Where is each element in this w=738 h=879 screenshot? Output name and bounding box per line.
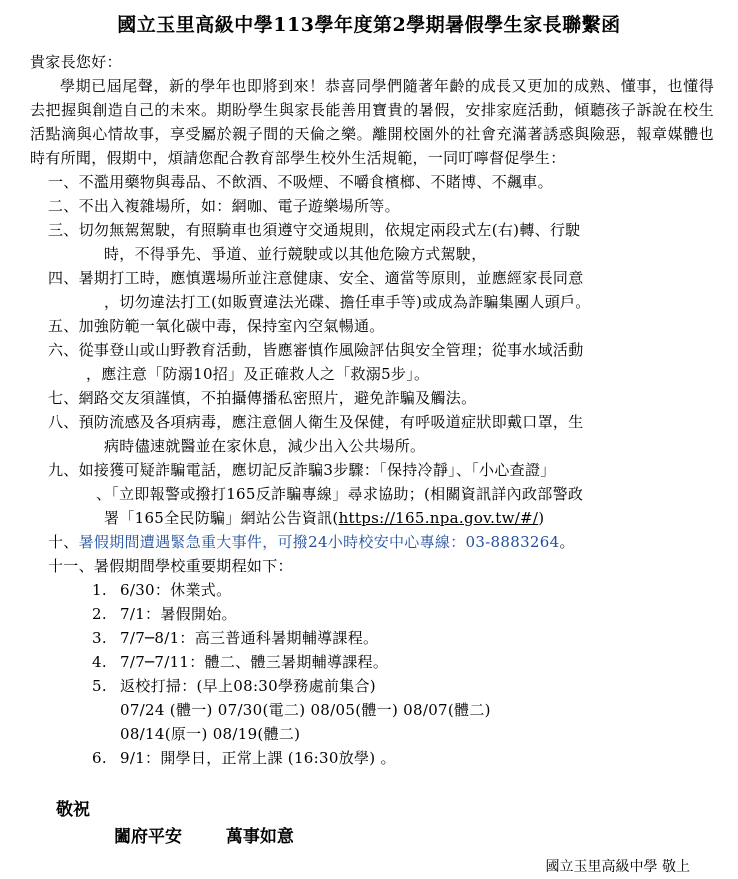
- schedule-number: 4.: [92, 653, 107, 671]
- rule-text: ): [538, 509, 545, 527]
- wish-text: 闔府平安: [114, 827, 182, 847]
- rule-text-cont: ，切勿違法打工(如販賣違法光碟、擔任車手等)或成為詐騙集團人頭戶。: [104, 293, 591, 311]
- rule-text-cont: [48, 506, 714, 530]
- rule-text: 暑假期間學校重要期程如下：: [93, 557, 293, 575]
- rule-item: [30, 338, 714, 386]
- rule-text-cont: 病時儘速就醫並在家休息，減少出入公共場所。: [104, 437, 426, 455]
- schedule-number: 6.: [92, 749, 107, 767]
- rule-number: 十、: [48, 533, 79, 551]
- rule-number: 三、: [48, 221, 79, 239]
- schedule-item: [30, 578, 714, 602]
- schedule-item: [30, 626, 714, 650]
- rule-number: 九、: [48, 461, 79, 479]
- signature: 國立玉里高級中學 敬上: [545, 859, 690, 875]
- rule-item: [30, 170, 714, 194]
- rule-number: 七、: [48, 389, 79, 407]
- rule-text: 署「165全民防騙」網站公告資訊(: [104, 509, 339, 527]
- greeting: 貴家長您好：: [30, 53, 122, 71]
- rule-text: 不濫用藥物與毒品、不飲酒、不吸煙、不嚼食檳榔、不賭博、不飆車。: [78, 173, 553, 191]
- schedule-text: 7/7─7/11：體二、體三暑期輔導課程。: [120, 653, 389, 671]
- rule-number: 六、: [48, 341, 79, 359]
- wish-text: 萬事如意: [225, 827, 294, 847]
- schedule-text-cont: 07/24 (體一) 07/30(電二) 08/05(體一) 08/07(體二): [120, 701, 491, 719]
- rule-item-schedule: [30, 554, 714, 578]
- schedule-item: [30, 650, 714, 674]
- schedule-text: 6/30：休業式。: [120, 581, 232, 599]
- rule-number: 二、: [48, 197, 79, 215]
- schedule-item: [30, 674, 714, 746]
- rule-item: [30, 218, 714, 266]
- rule-number: 十一、: [48, 557, 94, 575]
- intro-paragraph: 學期已屆尾聲，新的學年也即將到來！恭喜同學們隨著年齡的成長又更加的成熟、懂事，也懂得去把握與創造自己的未來。期盼學生與家長能善用寶貴的暑假，安排家庭活動，傾聽孩子訴說在校生活點滴與心情故事，享受屬於親子間的天倫之樂。離開校園外的社會充滿著誘惑與險惡，報章媒體也時有所聞，假期中，煩請您配合教育部學生校外生活規範，一同叮嚀督促學生：: [30, 77, 714, 167]
- letter-body: [30, 50, 714, 770]
- schedule-text-cont: 08/14(原一) 08/19(體二): [120, 725, 301, 743]
- schedule-number: 1.: [92, 581, 107, 599]
- closing-wishes: [114, 822, 332, 847]
- rule-text: 暑期打工時，應慎選場所並注意健康、安全、適當等原則，並應經家長同意: [78, 269, 584, 287]
- rule-text: 切勿無駕駕駛，有照騎車也須遵守交通規則，依規定兩段式左(右)轉、行駛: [78, 221, 581, 239]
- schedule-item: [30, 602, 714, 626]
- schedule-list: [30, 578, 714, 770]
- rules-list: [30, 170, 714, 578]
- rule-text-cont: 、「立即報警或撥打165反詐騙專線」尋求協助；(相關資訊詳內政部警政: [96, 485, 584, 503]
- rule-text-cont: ，應注意「防溺10招」及正確救人之「救溺5步」。: [86, 365, 430, 383]
- schedule-number: 5.: [92, 677, 107, 695]
- emergency-hotline-text: 暑假期間遭遇緊急重大事件，可撥24小時校安中心專線：03-8883264: [78, 533, 560, 551]
- schedule-item: [30, 746, 714, 770]
- rule-text: 加強防範一氧化碳中毒，保持室內空氣暢通。: [78, 317, 385, 335]
- schedule-text: 7/7─8/1：高三普通科暑期輔導課程。: [120, 629, 379, 647]
- rule-text: 如接獲可疑詐騙電話，應切記反詐騙3步驟：「保持冷靜」、「小心查證」: [78, 461, 556, 479]
- schedule-text: 返校打掃：(早上08:30學務處前集合): [120, 677, 376, 695]
- rule-item: [30, 386, 714, 410]
- rule-number: 一、: [48, 173, 79, 191]
- rule-item: [30, 410, 714, 458]
- schedule-number: 2.: [92, 605, 107, 623]
- rule-text-cont: 時，不得爭先、爭道、並行競駛或以其他危險方式駕駛，: [104, 245, 487, 263]
- rule-text: 預防流感及各項病毒，應注意個人衛生及保健，有呼吸道症狀即戴口罩，生: [78, 413, 584, 431]
- rule-item: [30, 458, 714, 530]
- rule-text: 不出入複雜場所，如：網咖、電子遊樂場所等。: [78, 197, 400, 215]
- rule-number: 四、: [48, 269, 79, 287]
- rule-number: 五、: [48, 317, 79, 335]
- rule-number: 八、: [48, 413, 79, 431]
- schedule-text: 9/1：開學日，正常上課 (16:30放學) 。: [120, 749, 396, 767]
- rule-item: [30, 314, 714, 338]
- npa-website-link[interactable]: https://165.npa.gov.tw/#/: [338, 509, 539, 527]
- page-title: 國立玉里高級中學113學年度第2學期暑假學生家長聯繫函: [117, 14, 621, 36]
- rule-text: 。: [559, 533, 575, 551]
- closing-salutation: 敬祝: [56, 800, 90, 820]
- rule-item-emergency: [30, 530, 714, 554]
- schedule-text: 7/1：暑假開始。: [120, 605, 237, 623]
- rule-item: [30, 194, 714, 218]
- rule-text: 從事登山或山野教育活動，皆應審慎作風險評估與安全管理；從事水域活動: [78, 341, 584, 359]
- rule-text: 網路交友須謹慎，不拍攝傳播私密照片，避免詐騙及觸法。: [78, 389, 477, 407]
- schedule-number: 3.: [92, 629, 107, 647]
- rule-item: [30, 266, 714, 314]
